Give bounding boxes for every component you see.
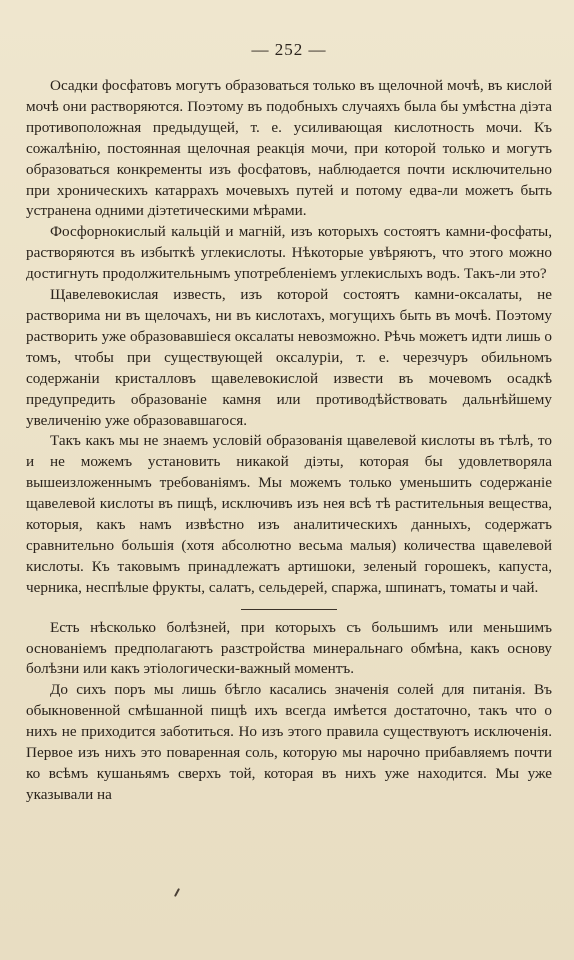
paragraph-salts: До сихъ поръ мы лишь бѣгло касались значенія солей для питанія. Въ обыкновенной смѣшанной пищѣ ихъ всегда имѣется достаточно, такъ что о нихъ не приходится заботиться. Но изъ этого правила существуютъ исключенія. Первое изъ нихъ это поваренная соль, которую мы нарочно прибавляемъ почти ко всѣмъ кушаньямъ сверхъ той, которая въ нихъ уже находится. Мы уже указывали на — [26, 681, 552, 803]
section-one — [26, 76, 552, 599]
section-divider — [241, 609, 337, 610]
section-two — [26, 618, 552, 806]
page-number: — 252 — — [251, 40, 327, 59]
paragraph-calcium-magnesium: Фосфорнокислый кальцій и магній, изъ которыхъ состоятъ камни-фосфаты, растворяются въ избыткѣ углекислоты. Нѣкоторые увѣряютъ, что этого можно достигнуть продолжительнымъ употребленіемъ углекислыхъ водъ. Такъ-ли это? — [26, 223, 552, 283]
paragraph-mineral-metabolism: Есть нѣсколько болѣзней, при которыхъ съ большимъ или меньшимъ основаніемъ предполагаютъ разстройства минеральнаго обмѣна, какъ основу болѣзни или какъ этіологически-важный моментъ. — [26, 618, 552, 678]
paragraph-oxalates: Щавелевокислая известь, изъ которой состоятъ камни-оксалаты, не растворима ни въ щелочахъ, ни въ кислотахъ, могущихъ быть въ мочѣ. Поэтому растворить уже образовавшіеся оксалаты невозможно. Рѣчь можетъ идти лишь о томъ, чтобы при существующей оксалуріи, т. е. черезчуръ обильномъ содержаніи кристалловъ щавелевокислой извести въ мочевомъ осадкѣ предупредить образованіе камня или противодѣйствовать дальнѣйшему увеличенію уже образовавшагося. — [26, 286, 552, 429]
ink-mark — [174, 888, 180, 897]
paragraph-oxalic-diet: Такъ какъ мы не знаемъ условій образованія щавелевой кислоты въ тѣлѣ, то и не можемъ установить никакой діэты, которая бы удовлетворяла вышеизложеннымъ требованіямъ. Мы можемъ только уменьшить содержаніе щавелевой кислоты въ пищѣ, исключивъ изъ нея всѣ тѣ растительныя вещества, которыя, какъ намъ извѣстно изъ аналитическихъ данныхъ, содержатъ сравнительно большія (хотя абсолютно весьма малыя) количества щавелевой кислоты. Къ таковымъ принадлежатъ артишоки, зеленый горошекъ, капуста, черника, неспѣлые фрукты, салатъ, сельдерей, спаржа, шпинатъ, томаты и чай. — [26, 432, 552, 596]
paragraph-phosphates: Осадки фосфатовъ могутъ образоваться только въ щелочной мочѣ, въ кислой мочѣ они растворяются. Поэтому въ подобныхъ случаяхъ была бы умѣстна діэта противоположная предыдущей, т. е. усиливающая кислотность мочи. Къ сожалѣнію, постоянная щелочная реакція мочи, при которой только и могутъ образоваться конкременты изъ фосфатовъ, наблюдается почти исключительно при хроническихъ катаррахъ мочевыхъ путей и потому едва-ли можетъ быть устранена одними діэтетическими мѣрами. — [26, 77, 552, 220]
